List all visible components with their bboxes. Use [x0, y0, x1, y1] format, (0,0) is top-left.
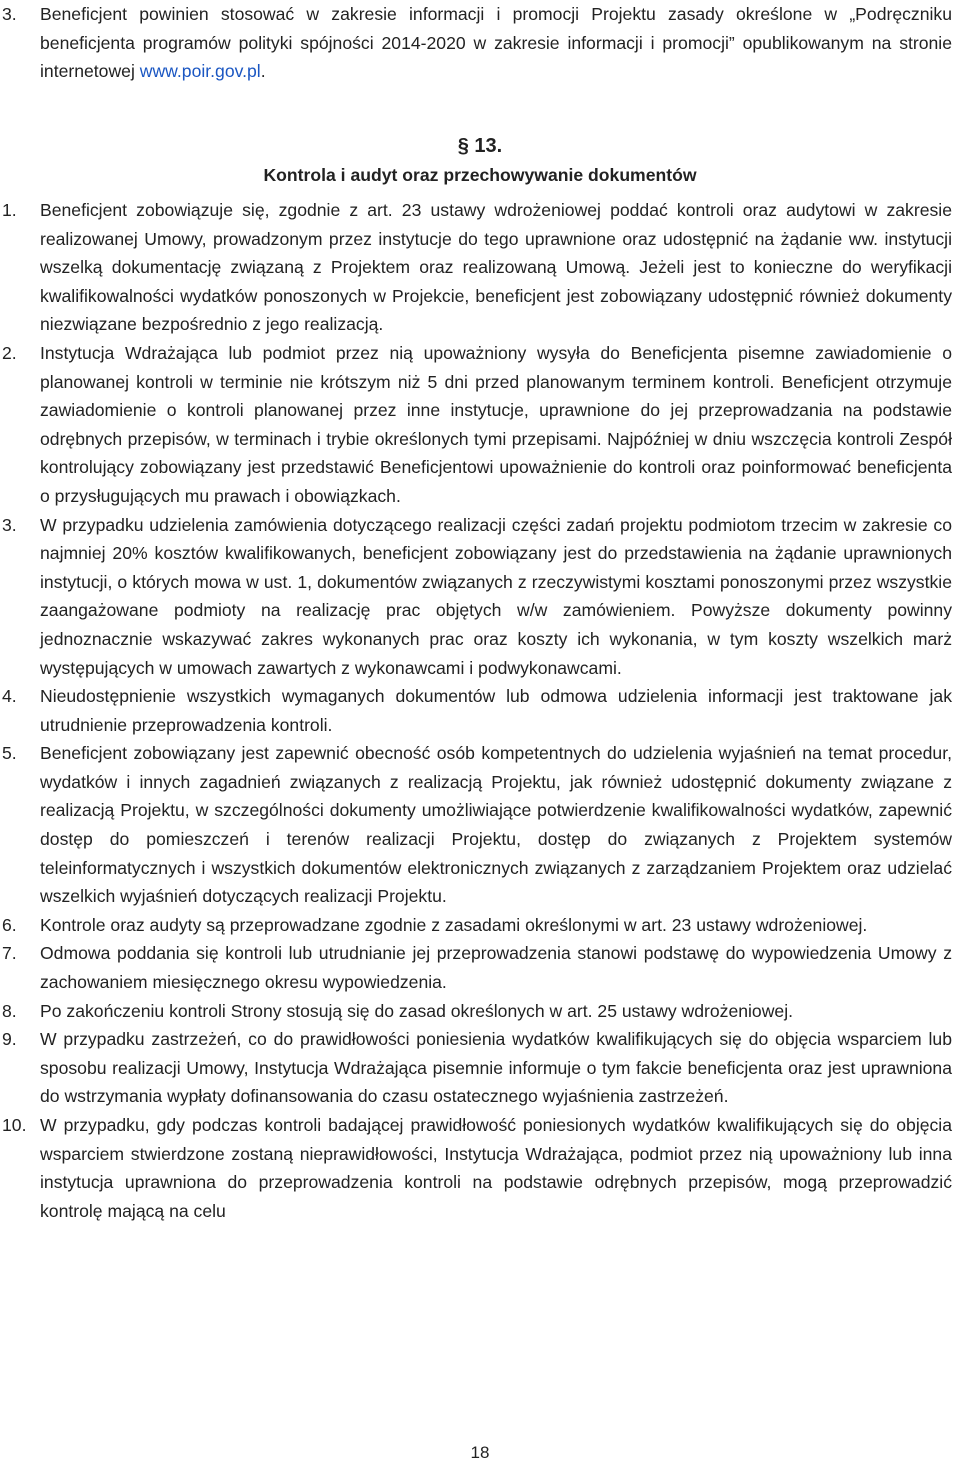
item-text: Instytucja Wdrażająca lub podmiot przez nią upoważniony wysyła do Beneficjenta pisemne zawiadomienie o planowanej kontroli w terminie nie krótszym niż 5 dni przed planowanym terminem kontroli. Beneficjent otrzymuje zawiadomienie o kontroli planowanej przez inne instytucje, uprawnione do jej przeprowadzania na podstawie odrębnych przepisów, w terminach i trybie określonych tymi przepisami. Najpóźniej w dniu wszczęcia kontroli Zespół kontrolujący zobowiązany jest przedstawić Beneficjentowi upoważnienie do kontroli oraz poinformować beneficjenta o przysługujących mu prawach i obowiązkach. — [40, 342, 952, 506]
page-number: 18 — [470, 1443, 490, 1462]
top-list — [2, 0, 956, 86]
section-title: Kontrola i audyt oraz przechowywanie dokumentów — [263, 165, 697, 185]
item-text: Odmowa poddania się kontroli lub utrudnianie jej przeprowadzenia stanowi podstawę do wypowiedzenia Umowy z zachowaniem miesięcznego okresu wypowiedzenia. — [40, 943, 952, 993]
item-number: 5. — [2, 743, 17, 764]
list-item — [2, 339, 956, 511]
item-number: 7. — [2, 943, 17, 964]
item-number: 1. — [2, 200, 17, 220]
list-item — [2, 0, 956, 86]
item-text: Po zakończeniu kontroli Strony stosują się do zasad określonych w art. 25 ustawy wdrożeniowej. — [40, 1000, 794, 1021]
item-text: W przypadku zastrzeżeń, co do prawidłowości poniesienia wydatków kwalifikujących się do objęcia wsparciem lub sposobu realizacji Umowy, Instytucja Wdrażająca pisemnie informuje o tym fakcie beneficjenta oraz jest uprawniona do wstrzymania wypłaty dofinansowania do czasu ostatecznego wyjaśnienia zastrzeżeń. — [40, 1029, 952, 1107]
item-number: 4. — [2, 686, 17, 707]
list-item — [2, 739, 956, 911]
section-heading — [0, 131, 960, 189]
list-item — [2, 997, 956, 1026]
item-text: Nieudostępnienie wszystkich wymaganych dokumentów lub odmowa udzielenia informacji jest traktowane jak utrudnienie przeprowadzenia kontroli. — [40, 686, 952, 735]
list-item — [2, 196, 956, 339]
item-text: W przypadku udzielenia zamówienia dotyczącego realizacji części zadań projektu podmiotom trzecim w zakresie co najmniej 20% kosztów kwalifikowanych, beneficjent zobowiązany jest do przedstawienia na żądanie uprawnionych instytucji, o których mowa w ust. 1, dokumentów związanych z rzeczywistymi kosztami ponoszonymi przez wszystkie zaangażowane podmioty na realizację prac objętych w/w zamówieniem. Powyższe dokumenty powinny jednoznacznie wskazywać zakres wykonanych prac oraz koszty ich wykonania, w tym koszty wszelkich marż występujących w umowach zawartych z wykonawcami i podwykonawcami. — [40, 514, 952, 678]
item-number: 8. — [2, 1000, 17, 1021]
item-text: Beneficjent zobowiązuje się, zgodnie z art. 23 ustawy wdrożeniowej poddać kontroli oraz audytowi w zakresie realizowanej Umowy, prowadzonym przez instytucje do tego uprawnione oraz udostępnić na żądanie ww. instytucji wszelką dokumentację związaną z Projektem oraz realizowaną Umową. Jeżeli jest to konieczne do weryfikacji kwalifikowalności wydatków ponoszonych w Projekcie, beneficjent jest zobowiązany udostępnić również dokumenty niezwiązane bezpośrednio z jego realizacją. — [40, 200, 952, 335]
item-number: 10. — [2, 1115, 27, 1135]
list-item — [2, 682, 956, 739]
item-number: 6. — [2, 914, 17, 935]
list-item — [2, 1111, 956, 1225]
item-number: 9. — [2, 1029, 17, 1050]
list-item — [2, 511, 956, 683]
item-text: W przypadku, gdy podczas kontroli badającej prawidłowość poniesionych wydatków kwalifikujących się do objęcia wsparciem stwierdzone zostaną nieprawidłowości, Instytucja Wdrażająca, podmiot przez nią upoważniony lub inna instytucja uprawniona do przeprowadzenia kontroli na podstawie odrębnych przepisów, mogą przeprowadzić kontrolę mającą na celu — [40, 1115, 952, 1221]
item-number: 3. — [2, 514, 17, 535]
section-list — [2, 196, 956, 1225]
item-text: Kontrole oraz audyty są przeprowadzane zgodnie z zasadami określonymi w art. 23 ustawy wdrożeniowej. — [40, 914, 868, 935]
section-number: § 13. — [457, 135, 503, 157]
list-item — [2, 939, 956, 996]
item-number: 2. — [2, 342, 17, 363]
item-number: 3. — [2, 4, 17, 24]
list-item — [2, 911, 956, 940]
item-text-end: . — [260, 61, 266, 82]
website-link[interactable]: www.poir.gov.pl — [139, 61, 261, 82]
list-item — [2, 1025, 956, 1111]
item-text: Beneficjent powinien stosować w zakresie informacji i promocji Projektu zasady określone w „Podręczniku beneficjenta programów polityki spójności 2014-2020 w zakresie informacji i promocji” opublikowanym na stronie internetowej — [40, 4, 952, 82]
item-text: Beneficjent zobowiązany jest zapewnić obecność osób kompetentnych do udzielenia wyjaśnień na temat procedur, wydatków i innych zagadnień związanych z realizacją Projektu, jak również udostępnić dokumenty związane z realizacją Projektu, w szczególności dokumenty umożliwiające potwierdzenie kwalifikowalności wydatków, zapewnić dostęp do pomieszczeń i terenów realizacji Projektu, dostęp do związanych z Projektem systemów teleinformatycznych i wszystkich dokumentów elektronicznych związanych z zarządzaniem Projektem oraz udzielać wszelkich wyjaśnień dotyczących realizacji Projektu. — [40, 743, 952, 907]
